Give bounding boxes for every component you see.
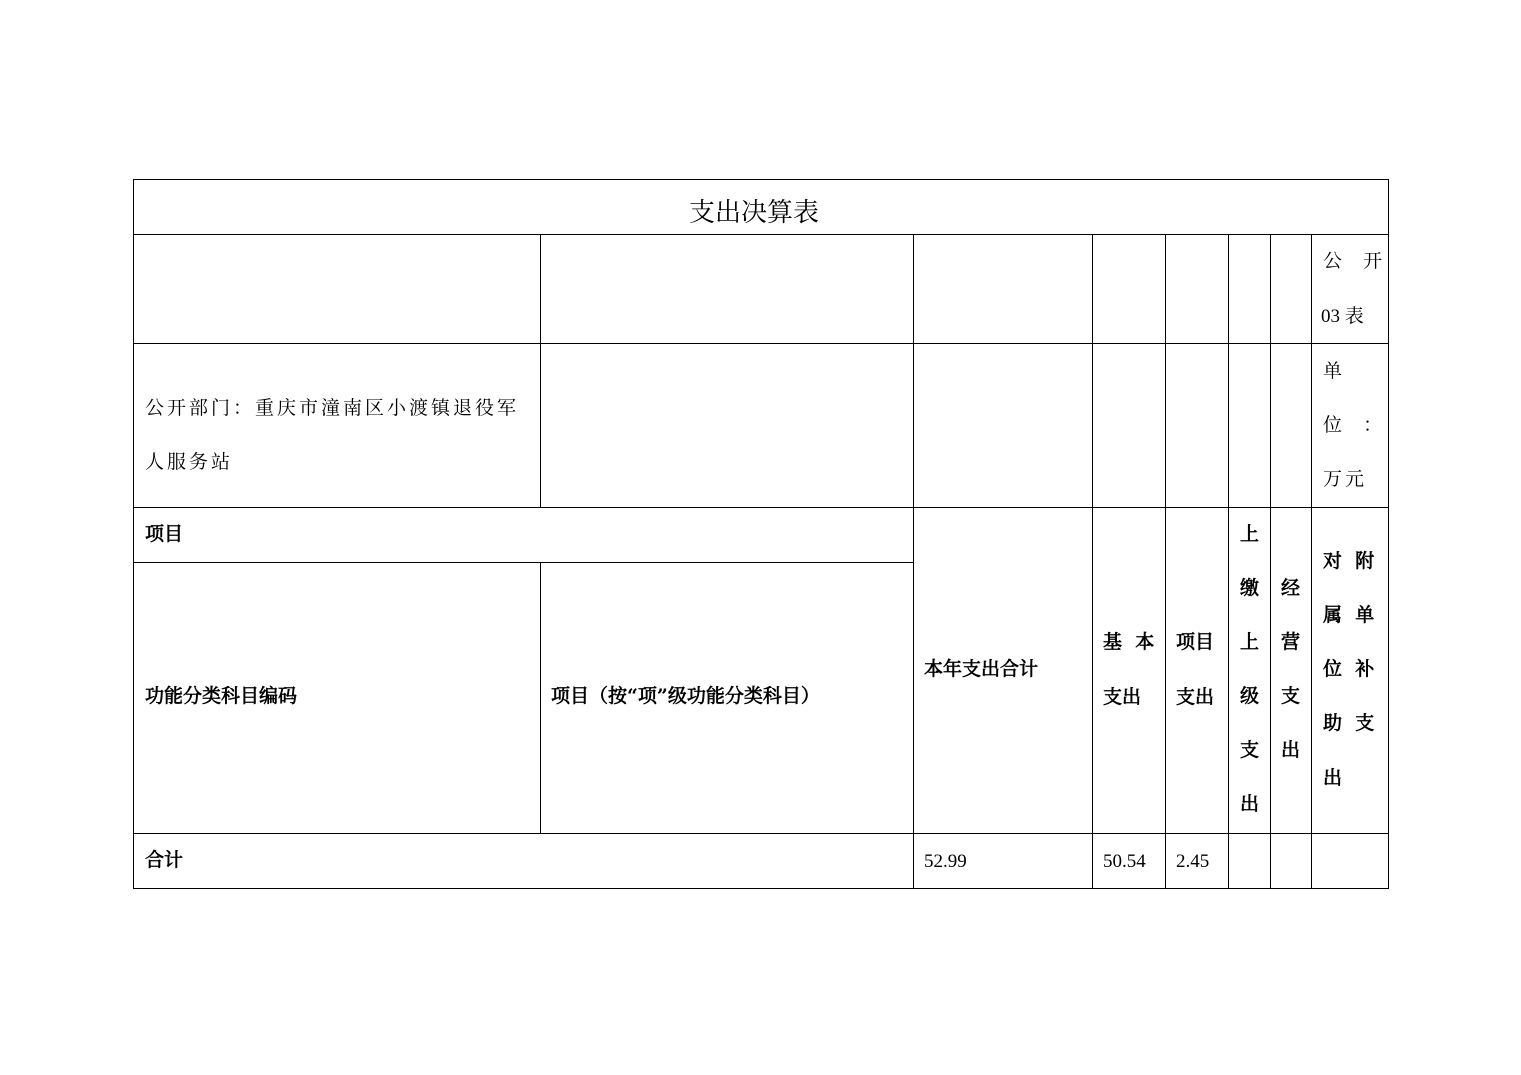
blank-cell [913,234,1093,344]
upper-char: 上 [1240,631,1260,653]
upper-char: 出 [1240,793,1260,815]
department-line2: 人服务站 [145,451,234,473]
form-no-line1: 公 开 [1323,250,1386,272]
project-exp-header-line2: 支出 [1176,686,1215,708]
upper-char: 上 [1240,523,1260,545]
business-value-cell [1270,833,1312,889]
unit-line3: 万元 [1323,468,1368,490]
blank-cell [1270,234,1312,344]
form-no-line2: 03 表 [1321,306,1364,327]
blank-cell [1165,234,1229,344]
business-char: 营 [1281,631,1301,653]
blank-cell [540,234,914,344]
business-header [1281,579,1300,760]
blank-cell [1165,343,1229,508]
business-char: 出 [1281,739,1301,761]
blank-cell [1270,343,1312,508]
project-header: 项目 [145,523,184,545]
total-header: 本年支出合计 [924,658,1039,680]
code-header: 功能分类科目编码 [145,685,298,707]
upper-char: 级 [1240,685,1260,707]
subsidy-header-line2: 属 单 [1323,604,1375,626]
blank-cell [1092,343,1166,508]
blank-cell [1228,343,1271,508]
subsidy-value-cell [1311,833,1389,889]
basic-header-line2: 支出 [1103,686,1142,708]
subsidy-header-line4: 助 支 [1323,712,1375,734]
department-cell [133,343,541,508]
subsidy-header-line3: 位 补 [1323,658,1375,680]
blank-cell [1228,234,1271,344]
upper-header [1240,525,1259,814]
business-char: 经 [1281,577,1301,599]
item-header: 项目（按“项”级功能分类科目） [551,685,820,707]
total-label: 合计 [145,849,184,871]
unit-line1: 单 [1323,360,1346,382]
basic-header-cell [1092,507,1166,834]
blank-cell [913,343,1093,508]
project-header-cell [133,507,914,563]
total-label-cell [133,833,914,889]
table-title: 支出决算表 [689,198,820,228]
subsidy-header-line5: 出 [1323,767,1343,789]
blank-cell [1092,234,1166,344]
project-exp-header-cell [1165,507,1229,834]
basic-value: 50.54 [1103,851,1146,872]
blank-cell [540,343,914,508]
project-value: 2.45 [1176,851,1210,872]
upper-char: 缴 [1240,577,1260,599]
project-exp-header-line1: 项目 [1176,631,1215,653]
upper-value-cell [1228,833,1271,889]
total-value: 52.99 [924,851,967,872]
upper-char: 支 [1240,739,1260,761]
basic-header-line1: 基 本 [1103,631,1155,653]
blank-cell [133,234,541,344]
subsidy-header-line1: 对 附 [1323,550,1375,572]
unit-line2: 位 ： [1323,414,1386,436]
business-char: 支 [1281,685,1301,707]
department-line1: 公开部门：重庆市潼南区小渡镇退役军 [145,397,520,419]
